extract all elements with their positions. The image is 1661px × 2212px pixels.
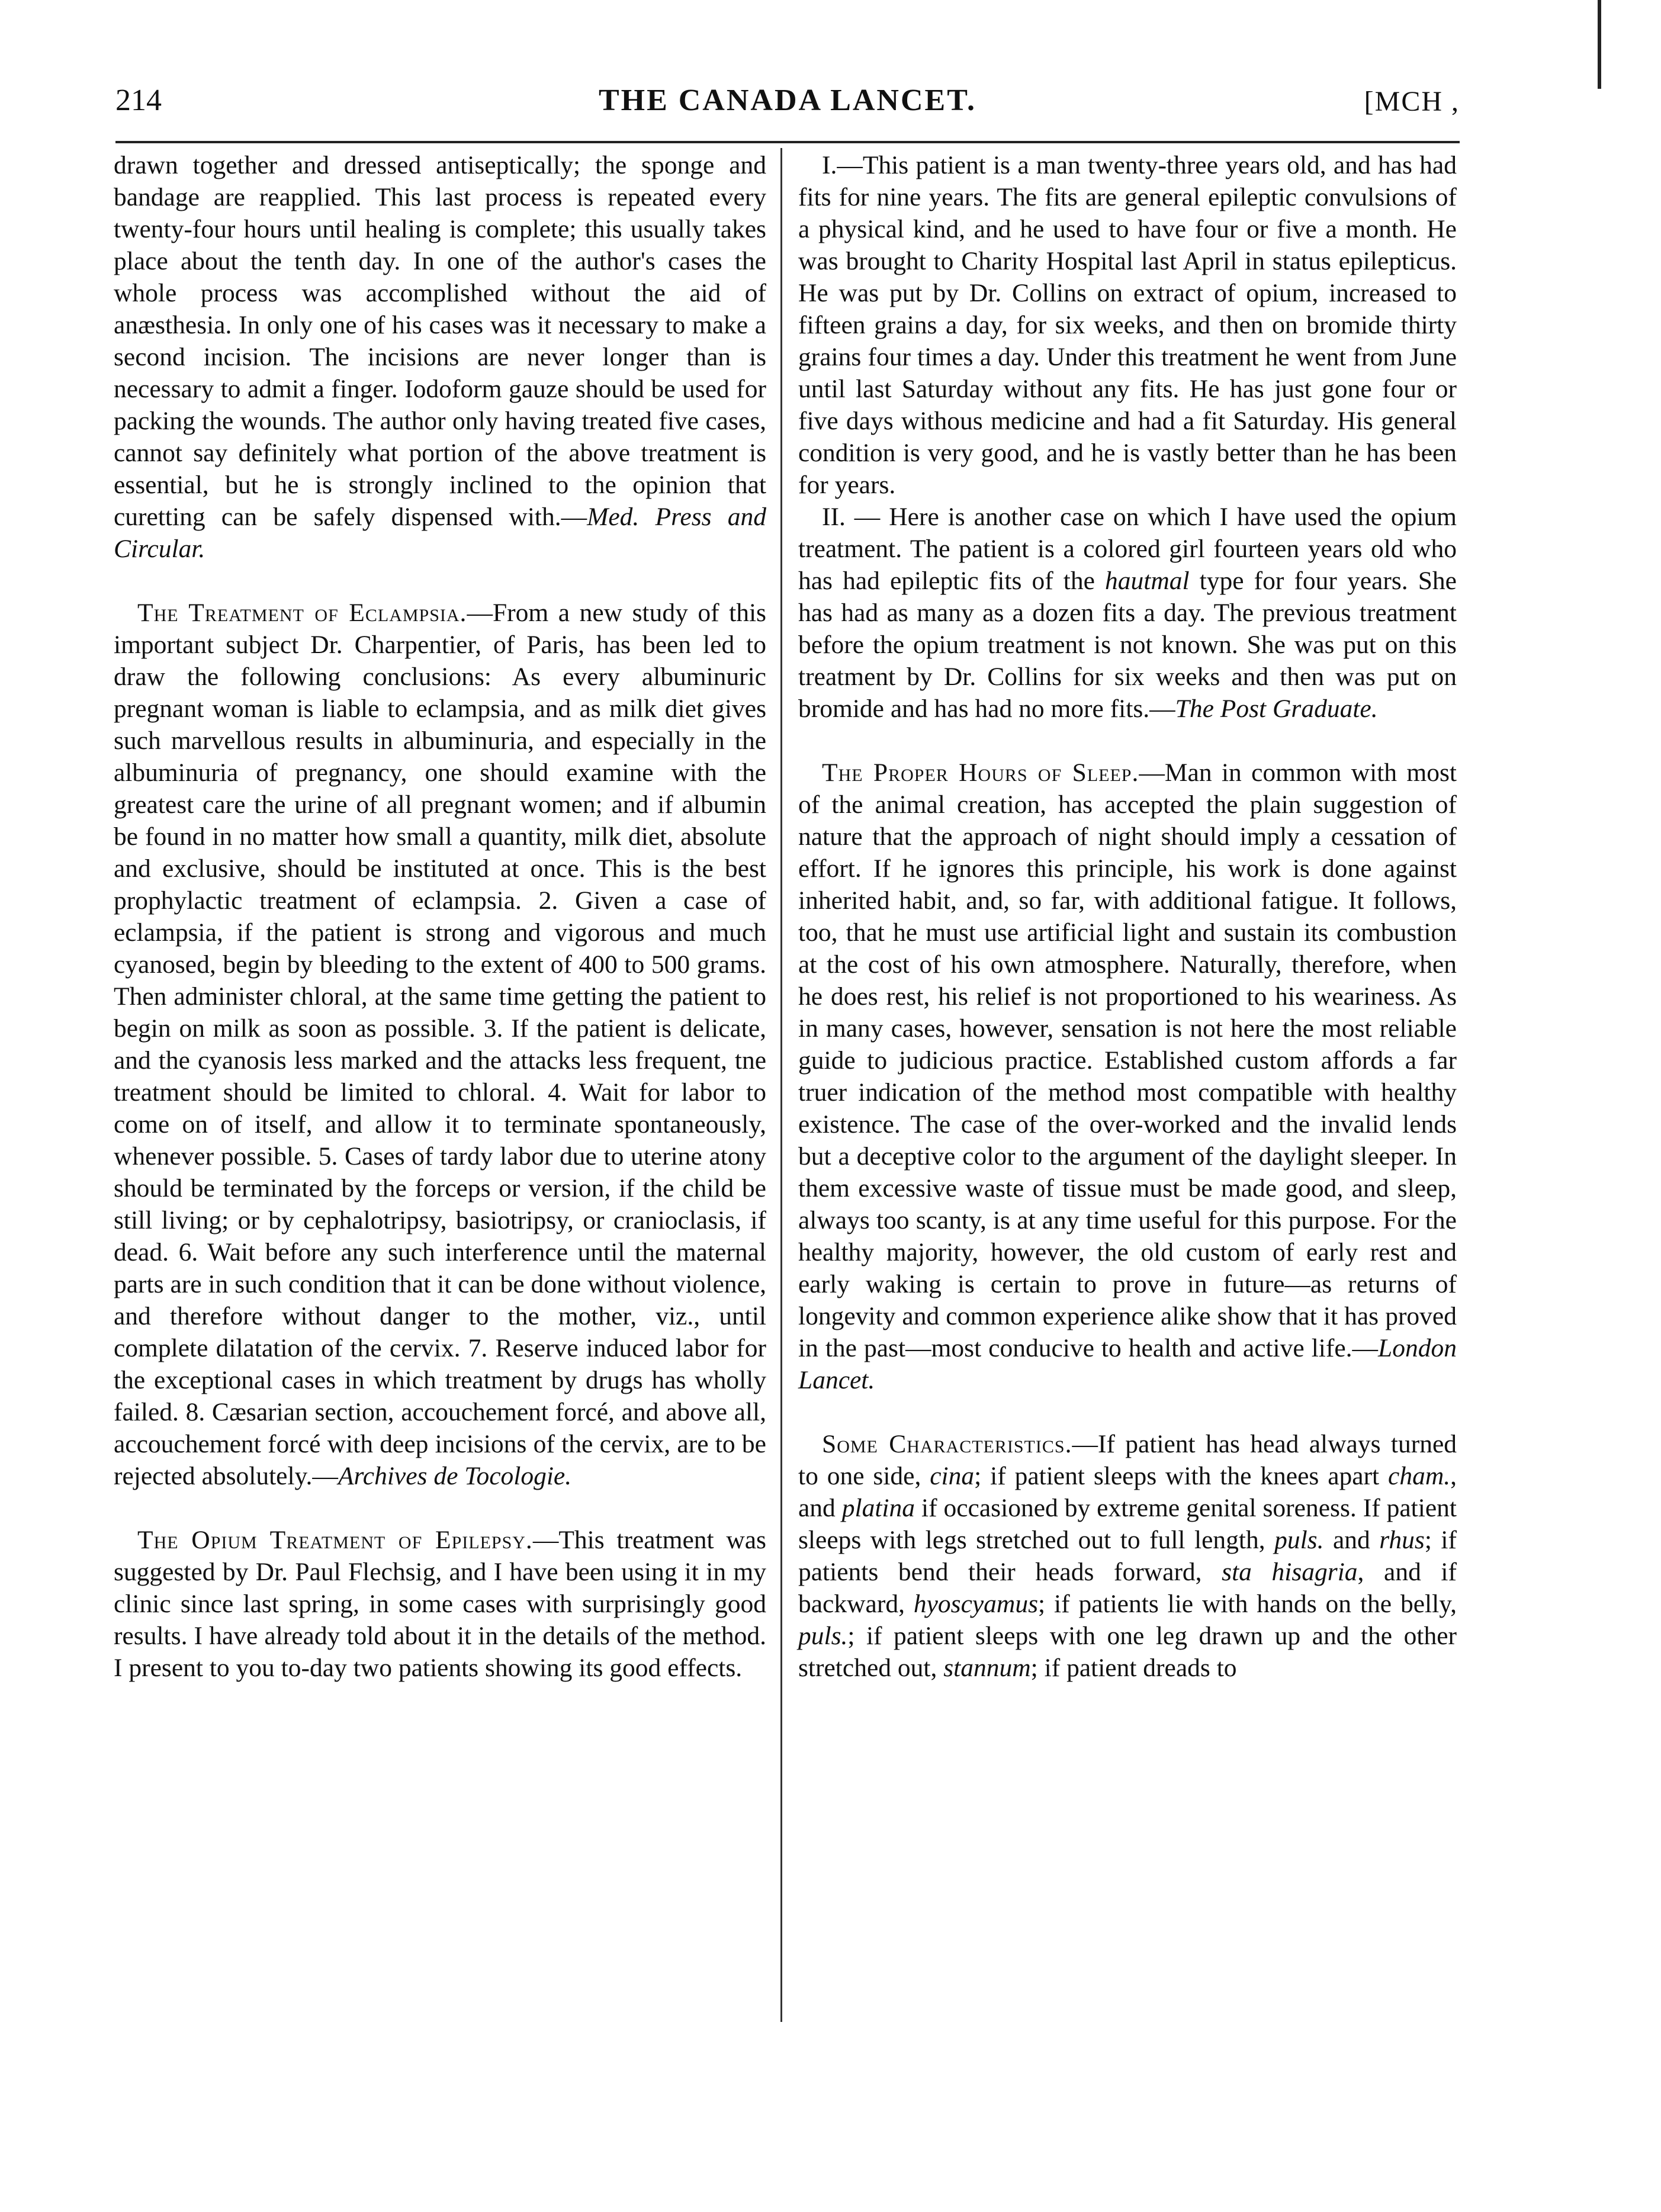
article-gap	[114, 1492, 766, 1524]
page-number: 214	[115, 83, 162, 117]
paragraph-text: ; if patients bend their heads forward,	[798, 1526, 1457, 1586]
case-one	[798, 149, 1457, 501]
remedy-name: puls.	[1274, 1526, 1324, 1554]
paragraph-text: —If patient has head always turned to one side,	[798, 1430, 1457, 1490]
remedy-name: platina	[841, 1494, 915, 1522]
italic-term: hautmal	[1105, 567, 1190, 595]
case-two	[798, 501, 1457, 725]
remedy-name: sta hisagria	[1222, 1558, 1358, 1586]
paragraph-text: , and	[798, 1462, 1457, 1522]
source-citation: Archives de Tocologie.	[338, 1462, 572, 1490]
paragraph-text: —Man in common with most of the animal creation, has accepted the plain suggestion of nature that the approach of night should imply a cessation of effort. If he ignores this principle, his work is done against inherited habit, and, so far, with additional fatigue. It follows, too, that he must use artificial light and sustain its combustion at the cost of his own atmosphere. Naturally, therefore, when he does rest, his relief is not proportioned to his weariness. As in many cases, however, sensation is not here the most reliable guide to judicious practice. Established custom affords a far truer indication of the method most compatible with healthy existence. The case of the over-worked and the invalid lends but a deceptive color to the argument of the daylight sleeper. In them excessive waste of tissue must be made good, and sleep, always too scanty, is at any time useful for this purpose. For the healthy majority, however, the old custom of early rest and early waking is certain to prove in future—as returns of longevity and common experience alike show that it has proved in the past—most conducive to health and active life.—	[798, 758, 1457, 1362]
article-sleep	[798, 757, 1457, 1396]
journal-title: THE CANADA LANCET.	[598, 83, 977, 117]
article-heading: The Proper Hours of Sleep.	[822, 758, 1139, 787]
article-continuation	[114, 149, 766, 565]
paragraph-text: if occasioned by extreme genital soreness. If patient sleeps with legs stretched out to full length,	[798, 1494, 1457, 1554]
article-eclampsia	[114, 597, 766, 1492]
right-column	[798, 149, 1457, 1684]
paragraph-text: ; if patient sleeps with one leg drawn up and the other stretched out,	[798, 1622, 1457, 1682]
article-opium-epilepsy	[114, 1524, 766, 1684]
article-heading: Some Characteristics.	[822, 1430, 1072, 1458]
paragraph-text: type for four years. She has had as many as a dozen fits a day. The previous treatment before the opium treatment is not known. She was put on this treatment by Dr. Collins for six weeks and then was put on bromide and has had no more fits.—	[798, 567, 1457, 723]
scan-edge-line	[1598, 0, 1601, 89]
column-divider	[780, 148, 782, 2022]
article-characteristics	[798, 1428, 1457, 1684]
remedy-name: stannum	[943, 1654, 1031, 1682]
paragraph-text: I.—This patient is a man twenty-three years old, and has had fits for nine years. The fits are general epileptic convulsions of a physical kind, and he used to have four or five a month. He was brought to Charity Hospital last April in status epilepticus. He was put by Dr. Collins on extract of opium, increased to fifteen grains a day, for six weeks, and then on bromide thirty grains four times a day. Under this treatment he went from June until last Saturday without any fits. He has just gone four or five days withous medicine and had a fit Saturday. His general condition is very good, and he is vastly better than he has been for years.	[798, 151, 1457, 499]
remedy-name: rhus	[1379, 1526, 1425, 1554]
paragraph-text: ; if patient sleeps with the knees apart	[974, 1462, 1389, 1490]
article-heading: The Treatment of Eclampsia.	[137, 599, 467, 627]
source-citation: London Lancet.	[798, 1334, 1457, 1394]
article-gap	[114, 565, 766, 597]
article-gap	[798, 1396, 1457, 1428]
remedy-name: cham.	[1388, 1462, 1451, 1490]
paragraph-text: drawn together and dressed antiseptically; the sponge and bandage are reapplied. This last process is repeated every twenty-four hours until healing is complete; this usually takes place about the tenth day. In one of the author's cases the whole process was accomplished without the aid of anæsthesia. In only one of his cases was it necessary to make a second incision. The incisions are never longer than is necessary to admit a finger. Iodoform gauze should be used for packing the wounds. The author only having treated five cases, cannot say definitely what portion of the above treatment is essential, but he is strongly inclined to the opinion that curetting can be safely dispensed with.—	[114, 151, 766, 531]
paragraph-text: —This treatment was suggested by Dr. Paul Flechsig, and I have been using it in my clinic since last spring, in some cases with surprisingly good results. I have already told about it in the details of the method. I present to you to-day two patients showing its good effects.	[114, 1526, 766, 1682]
source-citation: Med. Press and Circular.	[114, 503, 766, 563]
paragraph-text: ; if patient dreads to	[1030, 1654, 1237, 1682]
paragraph-text: ; if patients lie with hands on the belly,	[1038, 1590, 1457, 1618]
paragraph-text: II. — Here is another case on which I have used the opium treatment. The patient is a colored girl fourteen years old who has had epileptic fits of the	[798, 503, 1457, 595]
remedy-name: cina	[930, 1462, 975, 1490]
article-heading: The Opium Treatment of Epilepsy.	[137, 1526, 533, 1554]
left-column	[114, 149, 766, 1684]
paragraph-text: —From a new study of this important subject Dr. Charpentier, of Paris, has been led to draw the following conclusions: As every albuminuric pregnant woman is liable to eclampsia, and as milk diet gives such marvellous results in albuminuria, and especially in the albuminuria of pregnancy, one should examine with the greatest care the urine of all pregnant women; and if albumin be found in no matter how small a quantity, milk diet, absolute and exclusive, should be instituted at once. This is the best prophylactic treatment of eclampsia. 2. Given a case of eclampsia, if the patient is strong and vigorous and much cyanosed, begin by bleeding to the extent of 400 to 500 grams. Then administer chloral, at the same time getting the patient to begin on milk as soon as possible. 3. If the patient is delicate, and the cyanosis less marked and the attacks less frequent, tne treatment should be limited to chloral. 4. Wait for labor to come on of itself, and allow it to terminate spontaneously, whenever possible. 5. Cases of tardy labor due to uterine atony should be terminated by the forceps or version, if the child be still living; or by cephalotripsy, basiotripsy, or cranioclasis, if dead. 6. Wait before any such interference until the maternal parts are in such condition that it can be done without violence, and therefore without danger to the mother, viz., until complete dilatation of the cervix. 7. Reserve induced labor for the exceptional cases in which treatment by drugs has wholly failed. 8. Cæsarian section, accouchement forcé, and above all, accouchement forcé with deep incisions of the cervix, are to be rejected absolutely.—	[114, 599, 766, 1490]
article-gap	[798, 725, 1457, 757]
issue-mark: [MCH ,	[1364, 86, 1460, 117]
source-citation: The Post Graduate.	[1175, 695, 1378, 723]
remedy-name: puls.	[798, 1622, 848, 1650]
running-header	[115, 77, 1460, 136]
header-rule	[115, 141, 1460, 143]
remedy-name: hyoscyamus	[913, 1590, 1039, 1618]
paragraph-text: , and if backward,	[798, 1558, 1457, 1618]
paragraph-text: and	[1323, 1526, 1380, 1554]
